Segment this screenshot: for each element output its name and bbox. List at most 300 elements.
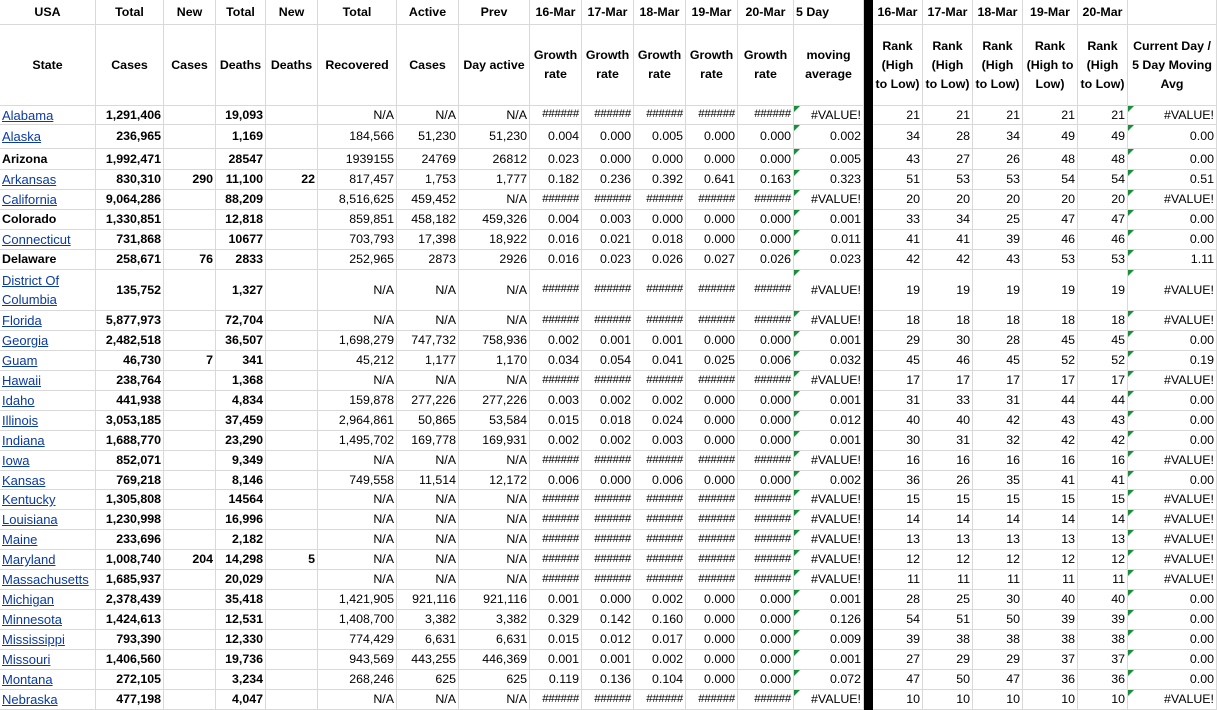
data-cell[interactable]: 0.00 xyxy=(1128,210,1217,230)
state-link[interactable]: Connecticut xyxy=(2,232,71,247)
data-cell[interactable]: 5 xyxy=(266,550,318,570)
header-cell[interactable]: Growth rate xyxy=(634,25,686,106)
data-cell[interactable] xyxy=(266,590,318,610)
data-cell[interactable]: 12 xyxy=(923,550,973,570)
data-cell[interactable] xyxy=(266,125,318,149)
data-cell[interactable]: 42 xyxy=(1023,431,1078,451)
data-cell[interactable] xyxy=(266,210,318,230)
data-cell[interactable]: 30 xyxy=(973,590,1023,610)
state-link[interactable]: Idaho xyxy=(2,393,35,408)
data-cell[interactable]: 1,368 xyxy=(216,371,266,391)
data-cell[interactable]: 0.002 xyxy=(634,650,686,670)
data-cell[interactable]: 17 xyxy=(1023,371,1078,391)
state-cell[interactable] xyxy=(0,550,96,570)
state-link[interactable]: Iowa xyxy=(2,453,30,468)
data-cell[interactable]: 0.000 xyxy=(686,125,738,149)
header-cell[interactable]: Total xyxy=(216,0,266,25)
state-link[interactable]: Alaska xyxy=(2,129,42,144)
data-cell[interactable]: 0.026 xyxy=(634,250,686,270)
data-cell[interactable]: ###### xyxy=(530,190,582,210)
data-cell[interactable]: 0.016 xyxy=(530,230,582,250)
data-cell[interactable]: 0.001 xyxy=(794,210,864,230)
data-cell[interactable] xyxy=(266,371,318,391)
data-cell[interactable] xyxy=(164,490,216,510)
data-cell[interactable]: 184,566 xyxy=(318,125,397,149)
data-cell[interactable]: 0.025 xyxy=(686,351,738,371)
data-cell[interactable]: 1,685,937 xyxy=(96,570,164,590)
state-link[interactable]: Maine xyxy=(2,532,38,547)
state-cell[interactable] xyxy=(0,351,96,371)
data-cell[interactable]: 0.072 xyxy=(794,670,864,690)
data-cell[interactable]: N/A xyxy=(318,570,397,590)
data-cell[interactable]: ###### xyxy=(634,690,686,710)
state-cell[interactable] xyxy=(0,270,96,311)
data-cell[interactable]: 0.006 xyxy=(530,471,582,490)
data-cell[interactable]: 0.032 xyxy=(794,351,864,371)
data-cell[interactable]: 0.005 xyxy=(634,125,686,149)
data-cell[interactable]: ###### xyxy=(738,106,794,125)
data-cell[interactable]: 2,482,518 xyxy=(96,331,164,351)
data-cell[interactable]: ###### xyxy=(530,371,582,391)
data-cell[interactable]: 53,584 xyxy=(459,411,530,431)
data-cell[interactable]: 0.001 xyxy=(582,331,634,351)
data-cell[interactable]: #VALUE! xyxy=(1128,530,1217,550)
data-cell[interactable]: 0.00 xyxy=(1128,149,1217,170)
state-link[interactable]: Indiana xyxy=(2,433,45,448)
data-cell[interactable]: 0.015 xyxy=(530,411,582,431)
data-cell[interactable]: 53 xyxy=(923,170,973,190)
data-cell[interactable]: 40 xyxy=(1078,590,1128,610)
data-cell[interactable]: 9,349 xyxy=(216,451,266,471)
data-cell[interactable]: 268,246 xyxy=(318,670,397,690)
data-cell[interactable]: #VALUE! xyxy=(1128,106,1217,125)
data-cell[interactable]: 238,764 xyxy=(96,371,164,391)
data-cell[interactable]: 14,298 xyxy=(216,550,266,570)
data-cell[interactable]: 48 xyxy=(1023,149,1078,170)
data-cell[interactable]: 3,382 xyxy=(397,610,459,630)
state-cell[interactable] xyxy=(0,391,96,411)
data-cell[interactable]: 1,753 xyxy=(397,170,459,190)
data-cell[interactable]: 29 xyxy=(973,650,1023,670)
data-cell[interactable]: 0.023 xyxy=(582,250,634,270)
state-link[interactable]: District Of Columbia xyxy=(2,273,60,307)
state-link[interactable]: Louisiana xyxy=(2,512,58,527)
data-cell[interactable]: #VALUE! xyxy=(794,311,864,331)
data-cell[interactable]: 49 xyxy=(1078,125,1128,149)
data-cell[interactable]: 703,793 xyxy=(318,230,397,250)
data-cell[interactable]: 2,182 xyxy=(216,530,266,550)
header-cell[interactable]: Total xyxy=(96,0,164,25)
data-cell[interactable]: ###### xyxy=(582,510,634,530)
data-cell[interactable]: 0.000 xyxy=(738,630,794,650)
data-cell[interactable]: 41 xyxy=(873,230,923,250)
data-cell[interactable]: 51,230 xyxy=(459,125,530,149)
data-cell[interactable]: 38 xyxy=(923,630,973,650)
data-cell[interactable]: 1,230,998 xyxy=(96,510,164,530)
data-cell[interactable]: N/A xyxy=(318,510,397,530)
data-cell[interactable]: 0.000 xyxy=(686,471,738,490)
data-cell[interactable]: 33 xyxy=(923,391,973,411)
header-cell[interactable]: Growth rate xyxy=(582,25,634,106)
data-cell[interactable]: 749,558 xyxy=(318,471,397,490)
data-cell[interactable]: 8,516,625 xyxy=(318,190,397,210)
data-cell[interactable]: 731,868 xyxy=(96,230,164,250)
data-cell[interactable]: 22 xyxy=(266,170,318,190)
data-cell[interactable]: 0.001 xyxy=(794,431,864,451)
data-cell[interactable]: 0.015 xyxy=(530,630,582,650)
data-cell[interactable]: 0.000 xyxy=(738,650,794,670)
data-cell[interactable]: 0.023 xyxy=(530,149,582,170)
data-cell[interactable]: ###### xyxy=(738,690,794,710)
data-cell[interactable]: ###### xyxy=(582,371,634,391)
data-cell[interactable]: 51 xyxy=(923,610,973,630)
data-cell[interactable]: 0.000 xyxy=(738,331,794,351)
data-cell[interactable]: 13 xyxy=(1078,530,1128,550)
state-cell[interactable] xyxy=(0,471,96,490)
data-cell[interactable] xyxy=(266,230,318,250)
data-cell[interactable]: N/A xyxy=(459,270,530,311)
data-cell[interactable]: 37,459 xyxy=(216,411,266,431)
data-cell[interactable]: 758,936 xyxy=(459,331,530,351)
data-cell[interactable]: ###### xyxy=(634,490,686,510)
data-cell[interactable]: 18 xyxy=(873,311,923,331)
data-cell[interactable]: 20,029 xyxy=(216,570,266,590)
data-cell[interactable]: 30 xyxy=(923,331,973,351)
data-cell[interactable]: 258,671 xyxy=(96,250,164,270)
data-cell[interactable]: 49 xyxy=(1023,125,1078,149)
data-cell[interactable]: N/A xyxy=(318,106,397,125)
data-cell[interactable]: ###### xyxy=(582,690,634,710)
data-cell[interactable]: 0.000 xyxy=(582,125,634,149)
header-cell[interactable]: 5 Day xyxy=(794,0,864,25)
data-cell[interactable]: 0.001 xyxy=(794,331,864,351)
data-cell[interactable]: 38 xyxy=(1078,630,1128,650)
data-cell[interactable]: 0.160 xyxy=(634,610,686,630)
data-cell[interactable]: ###### xyxy=(738,311,794,331)
data-cell[interactable] xyxy=(266,391,318,411)
data-cell[interactable]: ###### xyxy=(686,270,738,311)
data-cell[interactable]: 18,922 xyxy=(459,230,530,250)
data-cell[interactable]: 446,369 xyxy=(459,650,530,670)
data-cell[interactable]: #VALUE! xyxy=(1128,550,1217,570)
state-link[interactable]: Michigan xyxy=(2,592,55,607)
data-cell[interactable]: 48 xyxy=(1078,149,1128,170)
data-cell[interactable]: ###### xyxy=(582,190,634,210)
header-cell[interactable]: 17-Mar xyxy=(582,0,634,25)
data-cell[interactable]: 13 xyxy=(873,530,923,550)
data-cell[interactable]: 0.000 xyxy=(738,210,794,230)
data-cell[interactable] xyxy=(266,351,318,371)
data-cell[interactable]: N/A xyxy=(318,690,397,710)
data-cell[interactable]: 0.023 xyxy=(794,250,864,270)
data-cell[interactable] xyxy=(164,690,216,710)
data-cell[interactable]: 0.000 xyxy=(634,210,686,230)
data-cell[interactable]: 32 xyxy=(973,431,1023,451)
data-cell[interactable]: 51 xyxy=(873,170,923,190)
data-cell[interactable]: 0.00 xyxy=(1128,431,1217,451)
header-cell[interactable]: 20-Mar xyxy=(1078,0,1128,25)
data-cell[interactable]: 10 xyxy=(973,690,1023,710)
data-cell[interactable]: ###### xyxy=(686,530,738,550)
data-cell[interactable]: 0.009 xyxy=(794,630,864,650)
data-cell[interactable]: 54 xyxy=(873,610,923,630)
data-cell[interactable]: 0.000 xyxy=(582,471,634,490)
state-link[interactable]: Florida xyxy=(2,313,42,328)
data-cell[interactable]: 1,291,406 xyxy=(96,106,164,125)
data-cell[interactable]: 2,964,861 xyxy=(318,411,397,431)
data-cell[interactable]: N/A xyxy=(459,530,530,550)
state-cell[interactable] xyxy=(0,170,96,190)
data-cell[interactable]: 16 xyxy=(1023,451,1078,471)
data-cell[interactable] xyxy=(266,610,318,630)
state-cell[interactable] xyxy=(0,411,96,431)
data-cell[interactable]: 17 xyxy=(873,371,923,391)
data-cell[interactable]: 53 xyxy=(1078,250,1128,270)
data-cell[interactable]: ###### xyxy=(530,270,582,311)
data-cell[interactable]: N/A xyxy=(459,490,530,510)
data-cell[interactable]: 2926 xyxy=(459,250,530,270)
data-cell[interactable] xyxy=(164,190,216,210)
data-cell[interactable] xyxy=(164,210,216,230)
data-cell[interactable]: ###### xyxy=(686,371,738,391)
data-cell[interactable] xyxy=(164,371,216,391)
data-cell[interactable] xyxy=(266,570,318,590)
state-link[interactable]: California xyxy=(2,192,57,207)
data-cell[interactable]: 28 xyxy=(973,331,1023,351)
data-cell[interactable]: 0.136 xyxy=(582,670,634,690)
data-cell[interactable]: 0.000 xyxy=(738,125,794,149)
data-cell[interactable]: 0.000 xyxy=(686,331,738,351)
data-cell[interactable]: 0.006 xyxy=(738,351,794,371)
data-cell[interactable]: 233,696 xyxy=(96,530,164,550)
data-cell[interactable]: 0.012 xyxy=(582,630,634,650)
data-cell[interactable]: #VALUE! xyxy=(1128,570,1217,590)
data-cell[interactable]: 43 xyxy=(873,149,923,170)
data-cell[interactable]: 42 xyxy=(923,250,973,270)
data-cell[interactable]: 47 xyxy=(973,670,1023,690)
data-cell[interactable]: 0.000 xyxy=(738,411,794,431)
data-cell[interactable]: ###### xyxy=(686,106,738,125)
data-cell[interactable]: ###### xyxy=(634,451,686,471)
data-cell[interactable]: 11 xyxy=(1078,570,1128,590)
data-cell[interactable]: #VALUE! xyxy=(794,570,864,590)
state-cell[interactable] xyxy=(0,570,96,590)
data-cell[interactable]: 15 xyxy=(923,490,973,510)
data-cell[interactable]: 42 xyxy=(873,250,923,270)
state-cell[interactable] xyxy=(0,630,96,650)
state-link[interactable]: Georgia xyxy=(2,333,49,348)
header-cell[interactable]: Day active xyxy=(459,25,530,106)
data-cell[interactable] xyxy=(164,411,216,431)
data-cell[interactable]: N/A xyxy=(397,690,459,710)
data-cell[interactable]: ###### xyxy=(634,570,686,590)
data-cell[interactable]: 0.000 xyxy=(738,431,794,451)
data-cell[interactable]: 477,198 xyxy=(96,690,164,710)
data-cell[interactable]: 20 xyxy=(973,190,1023,210)
data-cell[interactable] xyxy=(164,106,216,125)
data-cell[interactable]: 16 xyxy=(1078,451,1128,471)
data-cell[interactable]: #VALUE! xyxy=(794,190,864,210)
data-cell[interactable]: ###### xyxy=(530,550,582,570)
data-cell[interactable]: ###### xyxy=(634,530,686,550)
data-cell[interactable]: #VALUE! xyxy=(794,530,864,550)
data-cell[interactable]: 0.002 xyxy=(634,391,686,411)
state-cell[interactable] xyxy=(0,230,96,250)
header-cell[interactable]: 16-Mar xyxy=(530,0,582,25)
data-cell[interactable]: 459,326 xyxy=(459,210,530,230)
data-cell[interactable] xyxy=(266,190,318,210)
data-cell[interactable]: 0.021 xyxy=(582,230,634,250)
data-cell[interactable]: 13 xyxy=(1023,530,1078,550)
data-cell[interactable]: 29 xyxy=(873,331,923,351)
header-cell[interactable]: State xyxy=(0,25,96,106)
state-cell[interactable] xyxy=(0,106,96,125)
data-cell[interactable]: 0.004 xyxy=(530,210,582,230)
data-cell[interactable]: 26812 xyxy=(459,149,530,170)
data-cell[interactable] xyxy=(164,331,216,351)
data-cell[interactable]: 28 xyxy=(923,125,973,149)
data-cell[interactable]: 52 xyxy=(1023,351,1078,371)
data-cell[interactable] xyxy=(266,630,318,650)
data-cell[interactable]: ###### xyxy=(634,106,686,125)
state-link[interactable]: Kansas xyxy=(2,472,46,488)
data-cell[interactable] xyxy=(266,530,318,550)
data-cell[interactable]: 27 xyxy=(923,149,973,170)
header-cell[interactable]: Cases xyxy=(397,25,459,106)
data-cell[interactable]: 14 xyxy=(973,510,1023,530)
data-cell[interactable]: 0.000 xyxy=(686,391,738,411)
data-cell[interactable]: 0.329 xyxy=(530,610,582,630)
data-cell[interactable]: 0.392 xyxy=(634,170,686,190)
data-cell[interactable]: 1,327 xyxy=(216,270,266,311)
data-cell[interactable]: 13 xyxy=(973,530,1023,550)
data-cell[interactable]: 34 xyxy=(873,125,923,149)
data-cell[interactable]: 35,418 xyxy=(216,590,266,610)
data-cell[interactable]: 0.000 xyxy=(686,210,738,230)
data-cell[interactable]: 5,877,973 xyxy=(96,311,164,331)
data-cell[interactable]: 45,212 xyxy=(318,351,397,371)
data-cell[interactable]: 0.000 xyxy=(686,630,738,650)
header-cell[interactable]: 20-Mar xyxy=(738,0,794,25)
data-cell[interactable]: 19 xyxy=(873,270,923,311)
data-cell[interactable] xyxy=(266,270,318,311)
data-cell[interactable]: ###### xyxy=(530,490,582,510)
data-cell[interactable]: 0.001 xyxy=(634,331,686,351)
data-cell[interactable]: 54 xyxy=(1023,170,1078,190)
data-cell[interactable]: 18 xyxy=(973,311,1023,331)
data-cell[interactable]: 12 xyxy=(873,550,923,570)
state-cell[interactable] xyxy=(0,371,96,391)
data-cell[interactable]: 44 xyxy=(1078,391,1128,411)
data-cell[interactable]: 0.142 xyxy=(582,610,634,630)
header-cell[interactable]: Active xyxy=(397,0,459,25)
header-cell[interactable]: Cases xyxy=(96,25,164,106)
data-cell[interactable]: 0.00 xyxy=(1128,391,1217,411)
data-cell[interactable]: 0.000 xyxy=(686,149,738,170)
data-cell[interactable] xyxy=(164,311,216,331)
data-cell[interactable]: 0.011 xyxy=(794,230,864,250)
data-cell[interactable] xyxy=(164,270,216,311)
header-cell[interactable]: moving average xyxy=(794,25,864,106)
data-cell[interactable]: 45 xyxy=(1078,331,1128,351)
data-cell[interactable]: ###### xyxy=(738,510,794,530)
data-cell[interactable]: 1,177 xyxy=(397,351,459,371)
data-cell[interactable]: 11 xyxy=(873,570,923,590)
data-cell[interactable]: 12,818 xyxy=(216,210,266,230)
state-link[interactable]: Missouri xyxy=(2,652,51,667)
data-cell[interactable]: 0.002 xyxy=(794,471,864,490)
data-cell[interactable]: 817,457 xyxy=(318,170,397,190)
data-cell[interactable]: 169,778 xyxy=(397,431,459,451)
data-cell[interactable] xyxy=(164,630,216,650)
data-cell[interactable] xyxy=(164,391,216,411)
data-cell[interactable] xyxy=(164,570,216,590)
header-cell[interactable]: Growth rate xyxy=(686,25,738,106)
data-cell[interactable]: 12 xyxy=(973,550,1023,570)
data-cell[interactable]: 11,100 xyxy=(216,170,266,190)
data-cell[interactable] xyxy=(164,530,216,550)
data-cell[interactable]: 41 xyxy=(923,230,973,250)
data-cell[interactable]: #VALUE! xyxy=(794,550,864,570)
data-cell[interactable]: 18 xyxy=(1023,311,1078,331)
data-cell[interactable]: ###### xyxy=(738,371,794,391)
header-cell[interactable]: Prev xyxy=(459,0,530,25)
header-cell[interactable]: 18-Mar xyxy=(634,0,686,25)
data-cell[interactable]: 0.002 xyxy=(582,391,634,411)
state-link[interactable]: Guam xyxy=(2,353,38,368)
data-cell[interactable] xyxy=(266,149,318,170)
data-cell[interactable]: 72,704 xyxy=(216,311,266,331)
data-cell[interactable]: 23,290 xyxy=(216,431,266,451)
data-cell[interactable]: ###### xyxy=(582,451,634,471)
data-cell[interactable]: 6,631 xyxy=(397,630,459,650)
header-cell[interactable]: Deaths xyxy=(266,25,318,106)
data-cell[interactable]: 34 xyxy=(923,210,973,230)
data-cell[interactable] xyxy=(164,650,216,670)
state-link[interactable]: Massachusetts xyxy=(2,572,89,587)
data-cell[interactable]: 38 xyxy=(973,630,1023,650)
data-cell[interactable]: 46,730 xyxy=(96,351,164,371)
data-cell[interactable]: ###### xyxy=(530,510,582,530)
data-cell[interactable]: 0.026 xyxy=(738,250,794,270)
data-cell[interactable] xyxy=(266,690,318,710)
data-cell[interactable]: 42 xyxy=(1078,431,1128,451)
data-cell[interactable]: ###### xyxy=(738,530,794,550)
data-cell[interactable]: 3,234 xyxy=(216,670,266,690)
header-cell[interactable]: Rank (High to Low) xyxy=(873,25,923,106)
data-cell[interactable]: 0.000 xyxy=(686,610,738,630)
data-cell[interactable]: 2833 xyxy=(216,250,266,270)
data-cell[interactable]: 44 xyxy=(1023,391,1078,411)
data-cell[interactable]: #VALUE! xyxy=(1128,270,1217,311)
state-link[interactable]: Arkansas xyxy=(2,172,57,187)
data-cell[interactable]: N/A xyxy=(318,490,397,510)
data-cell[interactable]: N/A xyxy=(459,690,530,710)
data-cell[interactable]: #VALUE! xyxy=(794,371,864,391)
data-cell[interactable]: N/A xyxy=(459,570,530,590)
data-cell[interactable]: 20 xyxy=(1078,190,1128,210)
data-cell[interactable]: 12,330 xyxy=(216,630,266,650)
data-cell[interactable]: 25 xyxy=(973,210,1023,230)
header-cell[interactable]: Rank (High to Low) xyxy=(1023,25,1078,106)
data-cell[interactable]: 1.11 xyxy=(1128,250,1217,270)
data-cell[interactable]: 11 xyxy=(1023,570,1078,590)
data-cell[interactable]: 0.19 xyxy=(1128,351,1217,371)
data-cell[interactable]: 21 xyxy=(973,106,1023,125)
data-cell[interactable]: 20 xyxy=(1023,190,1078,210)
data-cell[interactable]: 17,398 xyxy=(397,230,459,250)
data-cell[interactable]: 0.003 xyxy=(530,391,582,411)
